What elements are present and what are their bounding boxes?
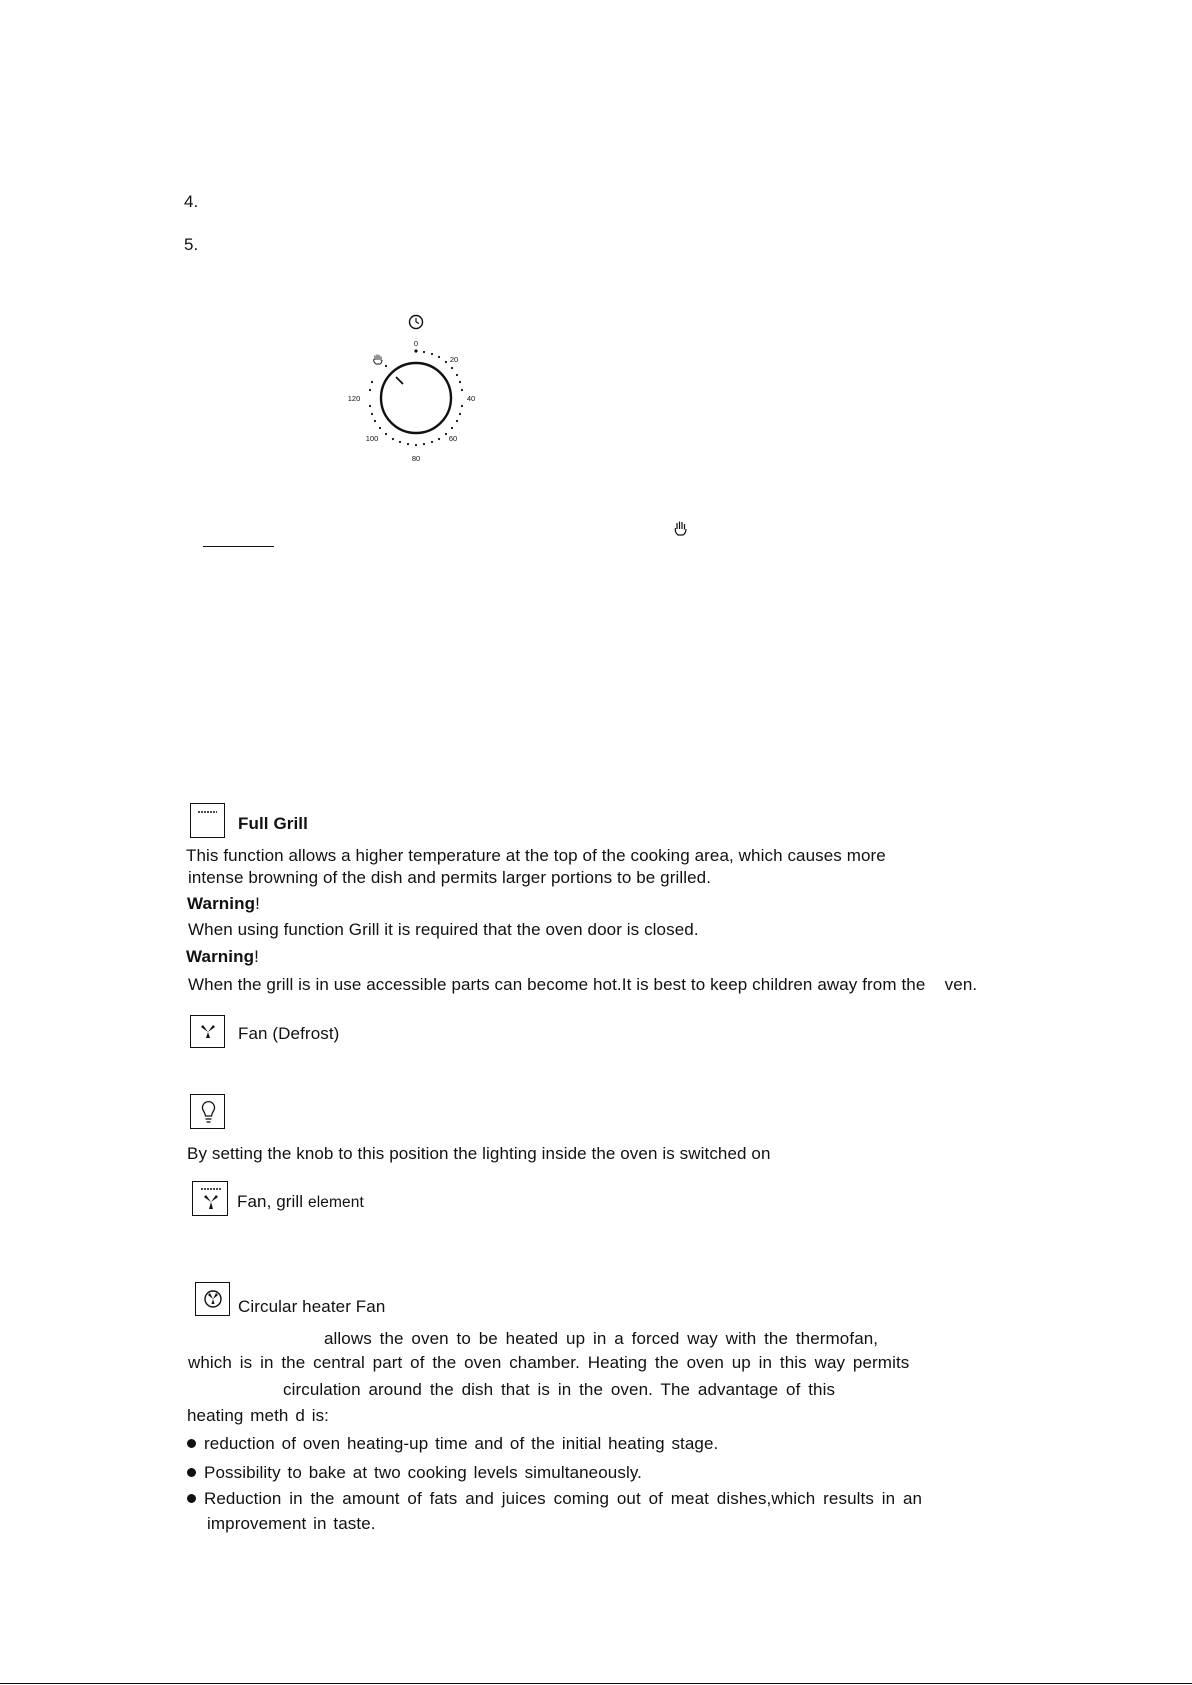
- circular-line4: heating meth d is:: [187, 1406, 329, 1425]
- knob-circle: [381, 363, 451, 433]
- warning-1-label: Warning: [187, 894, 256, 913]
- bullet-3-text-line1: Reduction in the amount of fats and juices coming out of meat dishes,which results in an: [204, 1489, 923, 1508]
- clock-icon: [410, 316, 423, 329]
- list-item: [187, 1489, 922, 1509]
- circular-line2: which is in the central part of the oven chamber. Heating the oven up in this way permits: [188, 1353, 910, 1372]
- list-item: [187, 1434, 718, 1454]
- fan-defrost-title: Fan (Defrost): [238, 1024, 340, 1043]
- bullet-2-text: Possibility to bake at two cooking levels simultaneously.: [204, 1463, 642, 1482]
- dial-label-120: 120: [347, 394, 361, 403]
- dial-label-40: 40: [466, 394, 476, 403]
- dial-label-0: 0: [413, 339, 419, 348]
- bullet-3-text-line2: improvement in taste.: [207, 1514, 376, 1533]
- fan-icon: [190, 1015, 225, 1048]
- timer-dial-diagram: [330, 310, 490, 470]
- fan-grill-icon: [192, 1181, 228, 1216]
- fan-grill-title-part1: Fan, grill: [237, 1192, 304, 1211]
- full-grill-title: Full Grill: [238, 814, 308, 833]
- dial-label-80: 80: [411, 454, 421, 463]
- full-grill-desc-line1: This function allows a higher temperature at the top of the cooking area, which causes more: [186, 846, 886, 865]
- knob-pointer: [396, 377, 403, 384]
- circular-heater-fan-title: Circular heater Fan: [238, 1297, 386, 1316]
- full-grill-desc-line2: intense browning of the dish and permits larger portions to be grilled.: [188, 868, 712, 887]
- list-item: [187, 1463, 642, 1483]
- circular-line3: circulation around the dish that is in the oven. The advantage of this: [283, 1380, 836, 1399]
- warning-1-mark: !: [255, 894, 260, 913]
- warning-1-text: When using function Grill it is required that the oven door is closed.: [188, 920, 699, 939]
- list-number-4: 4.: [184, 192, 199, 211]
- warning-2-label: Warning: [186, 947, 255, 966]
- page-bottom-rule: [0, 1683, 1192, 1684]
- hand-icon: [674, 520, 688, 536]
- list-number-5: 5.: [184, 235, 199, 254]
- hand-icon: [374, 355, 382, 365]
- warning-2-mark: !: [254, 947, 259, 966]
- underline-rule: [203, 546, 274, 547]
- dial-label-20: 20: [449, 355, 459, 364]
- dial-label-60: 60: [448, 434, 458, 443]
- circular-heater-fan-icon: [195, 1282, 230, 1316]
- light-bulb-icon: [190, 1094, 225, 1129]
- bullet-dot: [187, 1439, 196, 1448]
- warning-1: [187, 894, 260, 914]
- warning-2: [186, 947, 259, 967]
- warning-2-text: When the grill is in use accessible parts can become hot.It is best to keep children away from the ven.: [188, 975, 978, 994]
- circular-line1: allows the oven to be heated up in a forced way with the thermofan,: [324, 1329, 879, 1348]
- timer-dial-svg: [330, 310, 490, 470]
- fan-grill-title: [237, 1192, 364, 1212]
- fan-grill-title-part2: element: [308, 1194, 364, 1211]
- dial-label-100: 100: [365, 434, 379, 443]
- bullet-1-text: reduction of oven heating-up time and of the initial heating stage.: [204, 1434, 719, 1453]
- lamp-text: By setting the knob to this position the lighting inside the oven is switched on: [187, 1144, 771, 1163]
- grill-element-icon: [190, 803, 225, 838]
- bullet-dot: [187, 1468, 196, 1477]
- bullet-dot: [187, 1494, 196, 1503]
